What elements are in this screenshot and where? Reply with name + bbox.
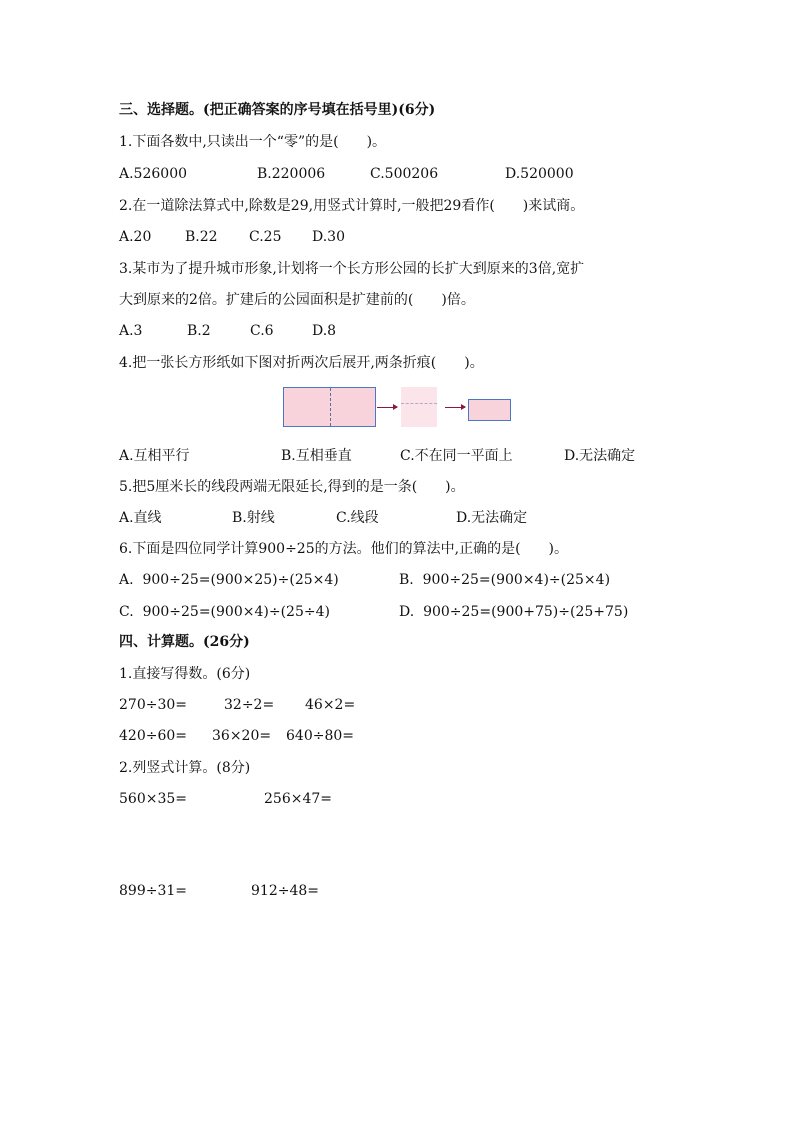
fold-figure [283, 385, 513, 431]
q3-option-c: C.6 [250, 323, 274, 339]
fold-crease-2 [401, 403, 437, 405]
part-1-title: 1.直接写得数。(6分) [119, 666, 251, 682]
q3-option-d: D.8 [312, 323, 337, 339]
vertical-calc-item: 560×35= [119, 791, 187, 807]
q4-option-d: D.无法确定 [564, 448, 636, 464]
q1-option-b: B.220006 [257, 166, 326, 182]
q3-option-b: B.2 [187, 323, 211, 339]
fold-crease [330, 388, 331, 426]
q5-option-d: D.无法确定 [456, 510, 528, 526]
q2-option-b: B.22 [185, 229, 218, 245]
q2-option-c: C.25 [249, 229, 282, 245]
q1-option-a: A.526000 [119, 166, 188, 182]
q4-option-a: A.互相平行 [119, 448, 190, 464]
q6-option-a: A. 900÷25=(900×25)÷(25×4) [119, 572, 339, 588]
q6-option-d: D. 900÷25=(900+75)÷(25+75) [399, 604, 629, 620]
q3-stem-line2: 大到原来的2倍。扩建后的公园面积是扩建前的( )倍。 [119, 292, 475, 308]
q1-option-c: C.500206 [370, 166, 439, 182]
q1-stem: 1.下面各数中,只读出一个“零”的是( )。 [119, 134, 387, 150]
oral-calc-item: 640÷80= [286, 728, 354, 744]
vertical-calc-item: 912÷48= [251, 883, 319, 899]
oral-calc-item: 270÷30= [119, 697, 187, 713]
oral-calc-item: 46×2= [305, 697, 356, 713]
q6-option-b: B. 900÷25=(900×4)÷(25×4) [399, 572, 611, 588]
q3-option-a: A.3 [119, 323, 143, 339]
q2-option-d: D.30 [312, 229, 345, 245]
q5-option-b: B.射线 [232, 510, 275, 526]
q5-option-a: A.直线 [119, 510, 162, 526]
q1-option-d: D.520000 [505, 166, 574, 182]
q4-option-b: B.互相垂直 [281, 448, 352, 464]
q6-stem: 6.下面是四位同学计算900÷25的方法。他们的算法中,正确的是( )。 [119, 541, 568, 557]
q4-stem: 4.把一张长方形纸如下图对折两次后展开,两条折痕( )。 [119, 355, 484, 371]
vertical-calc-item: 899÷31= [119, 883, 187, 899]
q5-stem: 5.把5厘米长的线段两端无限延长,得到的是一条( )。 [119, 479, 465, 495]
unfolded-paper [283, 387, 376, 427]
folded-once-paper [401, 387, 437, 427]
folded-twice-paper [468, 399, 511, 421]
vertical-calc-item: 256×47= [264, 791, 332, 807]
arrow-2 [445, 407, 465, 408]
q4-option-c: C.不在同一平面上 [400, 448, 513, 464]
oral-calc-item: 36×20= [212, 728, 272, 744]
q2-stem: 2.在一道除法算式中,除数是29,用竖式计算时,一般把29看作( )来试商。 [119, 198, 585, 214]
oral-calc-item: 32÷2= [224, 697, 275, 713]
part-2-title: 2.列竖式计算。(8分) [119, 760, 251, 776]
q3-stem-line1: 3.某市为了提升城市形象,计划将一个长方形公园的长扩大到原来的3倍,宽扩 [119, 261, 585, 277]
q2-option-a: A.20 [119, 229, 152, 245]
q5-option-c: C.线段 [336, 510, 379, 526]
section-4-title: 四、计算题。(26分) [119, 634, 250, 650]
q6-option-c: C. 900÷25=(900×4)÷(25÷4) [119, 604, 330, 620]
arrow-1 [377, 407, 397, 408]
oral-calc-item: 420÷60= [119, 728, 187, 744]
section-3-title: 三、选择题。(把正确答案的序号填在括号里)(6分) [119, 102, 436, 118]
